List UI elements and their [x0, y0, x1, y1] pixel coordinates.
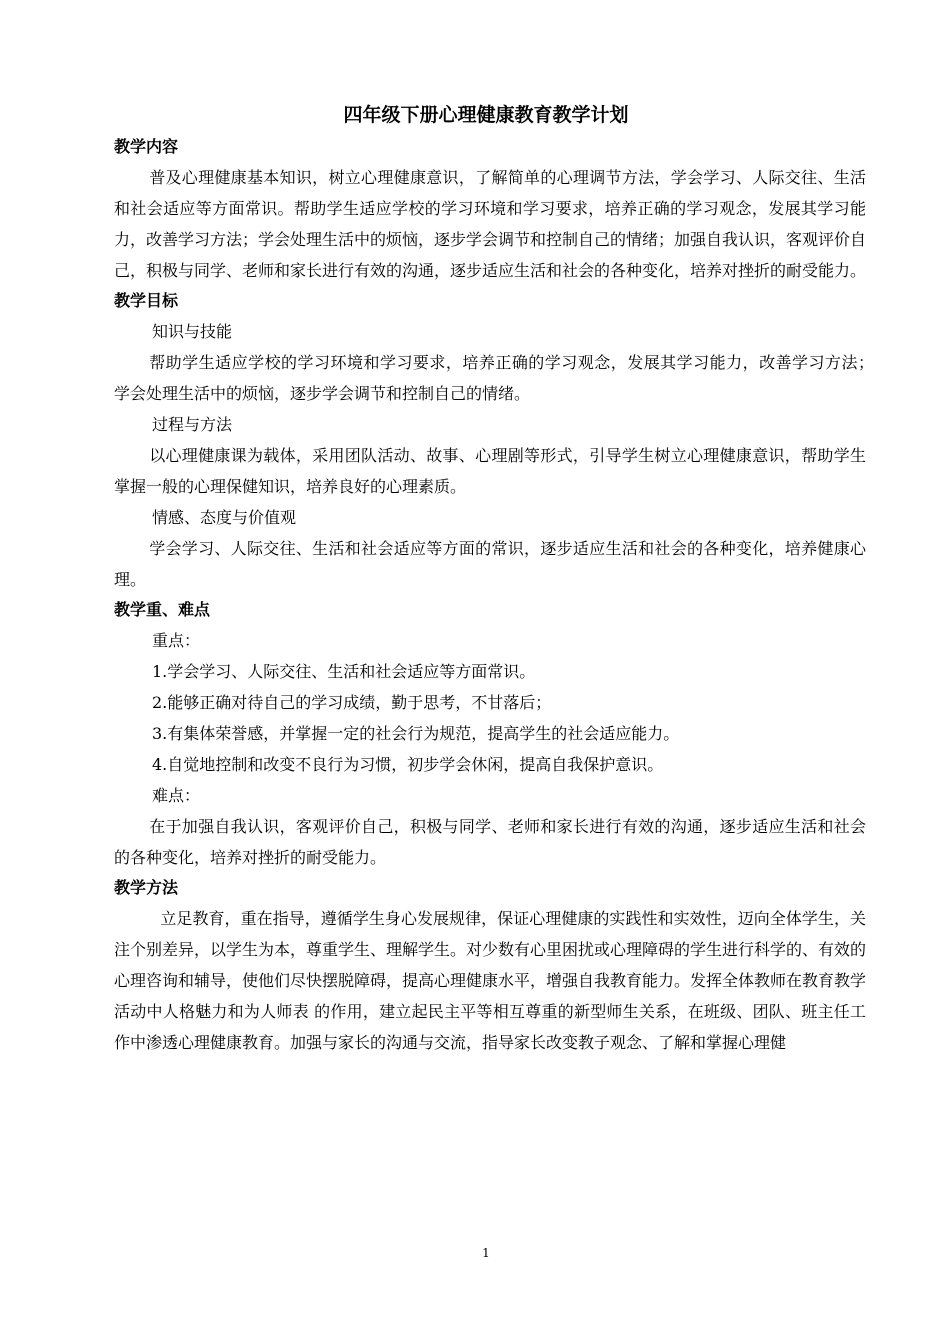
page-number: 1 [482, 1246, 490, 1260]
heading-teaching-goals: 教学目标 [114, 291, 179, 310]
document-title: 四年级下册心理健康教育教学计划 [343, 104, 629, 126]
document-body [114, 132, 883, 1058]
list-item-key-point-1: 1.学会学习、人际交往、生活和社会适应等方面常识。 [152, 662, 536, 681]
list-item-key-point-2: 2.能够正确对待自己的学习成绩，勤于思考，不甘落后； [152, 693, 552, 712]
heading-teaching-methods: 教学方法 [114, 878, 179, 897]
section-teaching-content [114, 132, 866, 286]
paragraph-teaching-methods: 立足教育，重在指导，遵循学生身心发展规律，保证心理健康的实践性和实效性，迈向全体学生，关注个别差异，以学生为本，尊重学生、理解学生。对少数有心里困扰或心理障碍的学生进行科学的、有效的心理咨询和辅导，使他们尽快摆脱障碍，提高心理健康水平，增强自我教育能力。发挥全体教师在教育教学活动中人格魅力和为人师表 的作用，建立起民主平等相互尊重的新型师生关系，在班级、团队、班主任工作中渗透心理健康教育。加强与家长的沟通与交流，指导家长改变教子观念、了解和掌握心理健 [114, 909, 867, 1052]
list-item-key-point-3: 3.有集体荣誉感，并掌握一定的社会行为规范，提高学生的社会适应能力。 [152, 724, 680, 743]
paragraph-emotion-values: 学会学习、人际交往、生活和社会适应等方面的常识，逐步适应生活和社会的各种变化，培养健康心理。 [114, 539, 866, 589]
label-difficult-points: 难点： [152, 786, 201, 805]
paragraph-process-methods: 以心理健康课为载体，采用团队活动、故事、心理剧等形式，引导学生树立心理健康意识，帮助学生掌握一般的心理保健知识，培养良好的心理素质。 [114, 446, 866, 496]
section-teaching-methods [114, 873, 866, 1058]
paragraph-difficult-points: 在于加强自我认识，客观评价自己，积极与同学、老师和家长进行有效的沟通，逐步适应生活和社会的各种变化，培养对挫折的耐受能力。 [114, 817, 866, 867]
label-emotion-values: 情感、态度与价值观 [152, 508, 297, 527]
label-key-points: 重点： [152, 631, 201, 650]
paragraph-teaching-content: 普及心理健康基本知识，树立心理健康意识，了解简单的心理调节方法，学会学习、人际交往、生活和社会适应等方面常识。帮助学生适应学校的学习环境和学习要求，培养正确的学习观念，发展其学习能力，改善学习方法；学会处理生活中的烦恼，逐步学会调节和控制自己的情绪；加强自我认识，客观评价自己，积极与同学、老师和家长进行有效的沟通，逐步适应生活和社会的各种变化，培养对挫折的耐受能力。 [114, 168, 867, 280]
section-key-points [114, 595, 866, 873]
heading-teaching-content: 教学内容 [114, 137, 179, 156]
heading-key-points: 教学重、难点 [114, 600, 211, 619]
list-item-key-point-4: 4.自觉地控制和改变不良行为习惯，初步学会休闲，提高自我保护意识。 [152, 755, 664, 774]
paragraph-knowledge-skills: 帮助学生适应学校的学习环境和学习要求，培养正确的学习观念，发展其学习能力，改善学习方法； 学会处理生活中的烦恼，逐步学会调节和控制自己的情绪。 [114, 353, 883, 403]
label-knowledge-skills: 知识与技能 [152, 322, 233, 341]
label-process-methods: 过程与方法 [152, 415, 233, 434]
section-teaching-goals [114, 286, 883, 595]
